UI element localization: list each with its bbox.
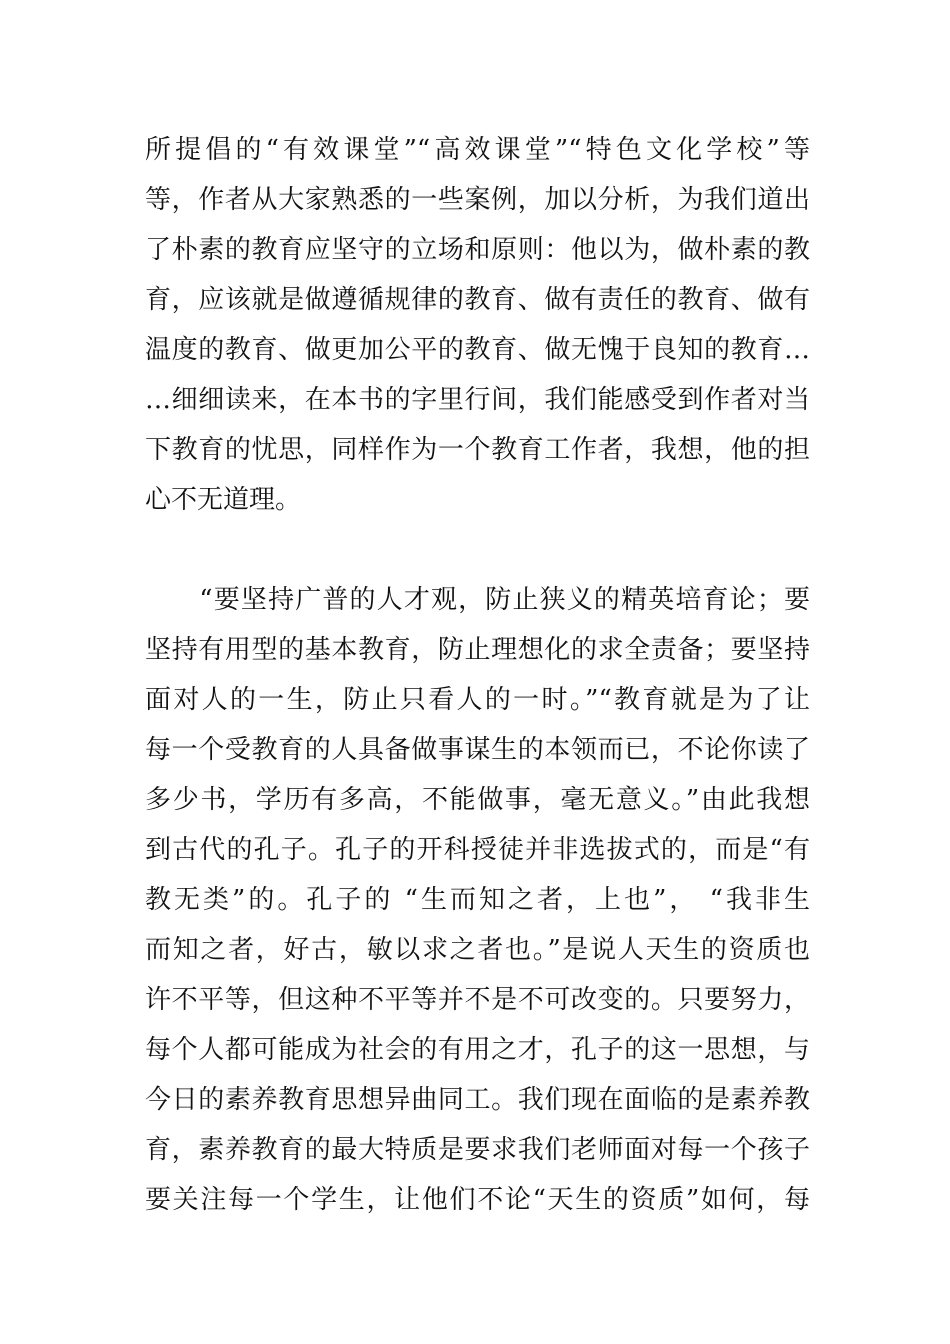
paragraph-line: 面对人的一生，防止只看人的一时。”“教育就是为了让 bbox=[145, 685, 810, 715]
paragraph-line: 而知之者，好古，敏以求之者也。”是说人天生的资质也 bbox=[145, 935, 810, 965]
paragraph-line: 温度的教育、做更加公平的教育、做无愧于良知的教育… bbox=[145, 335, 810, 365]
paragraph-line: 到古代的孔子。孔子的开科授徒并非选拔式的，而是“有 bbox=[145, 835, 810, 865]
paragraph-line: 了朴素的教育应坚守的立场和原则：他以为，做朴素的教 bbox=[145, 235, 810, 265]
paragraph-line: 育，素养教育的最大特质是要求我们老师面对每一个孩子 bbox=[145, 1135, 810, 1165]
paragraph-line: 坚持有用型的基本教育，防止理想化的求全责备；要坚持 bbox=[145, 635, 810, 665]
paragraph-line: 多少书，学历有多高，不能做事，毫无意义。”由此我想 bbox=[145, 785, 810, 815]
paragraph-2 bbox=[145, 575, 810, 1225]
paragraph-line: 许不平等，但这种不平等并不是不可改变的。只要努力， bbox=[145, 985, 810, 1015]
paragraph-line: 下教育的忧思，同样作为一个教育工作者，我想，他的担 bbox=[145, 435, 810, 465]
paragraph-line: 今日的素养教育思想异曲同工。我们现在面临的是素养教 bbox=[145, 1085, 810, 1115]
paragraph-line: 每个人都可能成为社会的有用之才，孔子的这一思想，与 bbox=[145, 1035, 810, 1065]
paragraph-line: 要关注每一个学生，让他们不论“天生的资质”如何，每 bbox=[145, 1185, 810, 1215]
paragraph-line: …细细读来，在本书的字里行间，我们能感受到作者对当 bbox=[145, 385, 810, 415]
paragraph-1 bbox=[145, 125, 810, 525]
paragraph-line: 育，应该就是做遵循规律的教育、做有责任的教育、做有 bbox=[145, 285, 810, 315]
paragraph-line: 等，作者从大家熟悉的一些案例，加以分析，为我们道出 bbox=[145, 185, 810, 215]
paragraph-line: 教无类”的。孔子的 “生而知之者，上也”， “我非生 bbox=[145, 885, 810, 915]
paragraph-line: 每一个受教育的人具备做事谋生的本领而已，不论你读了 bbox=[145, 735, 810, 765]
paragraph-line: 所提倡的“有效课堂”“高效课堂”“特色文化学校”等 bbox=[145, 135, 810, 165]
paragraph-line: 心不无道理。 bbox=[145, 485, 302, 515]
paragraph-line: “要坚持广普的人才观，防止狭义的精英培育论；要 bbox=[145, 585, 810, 615]
